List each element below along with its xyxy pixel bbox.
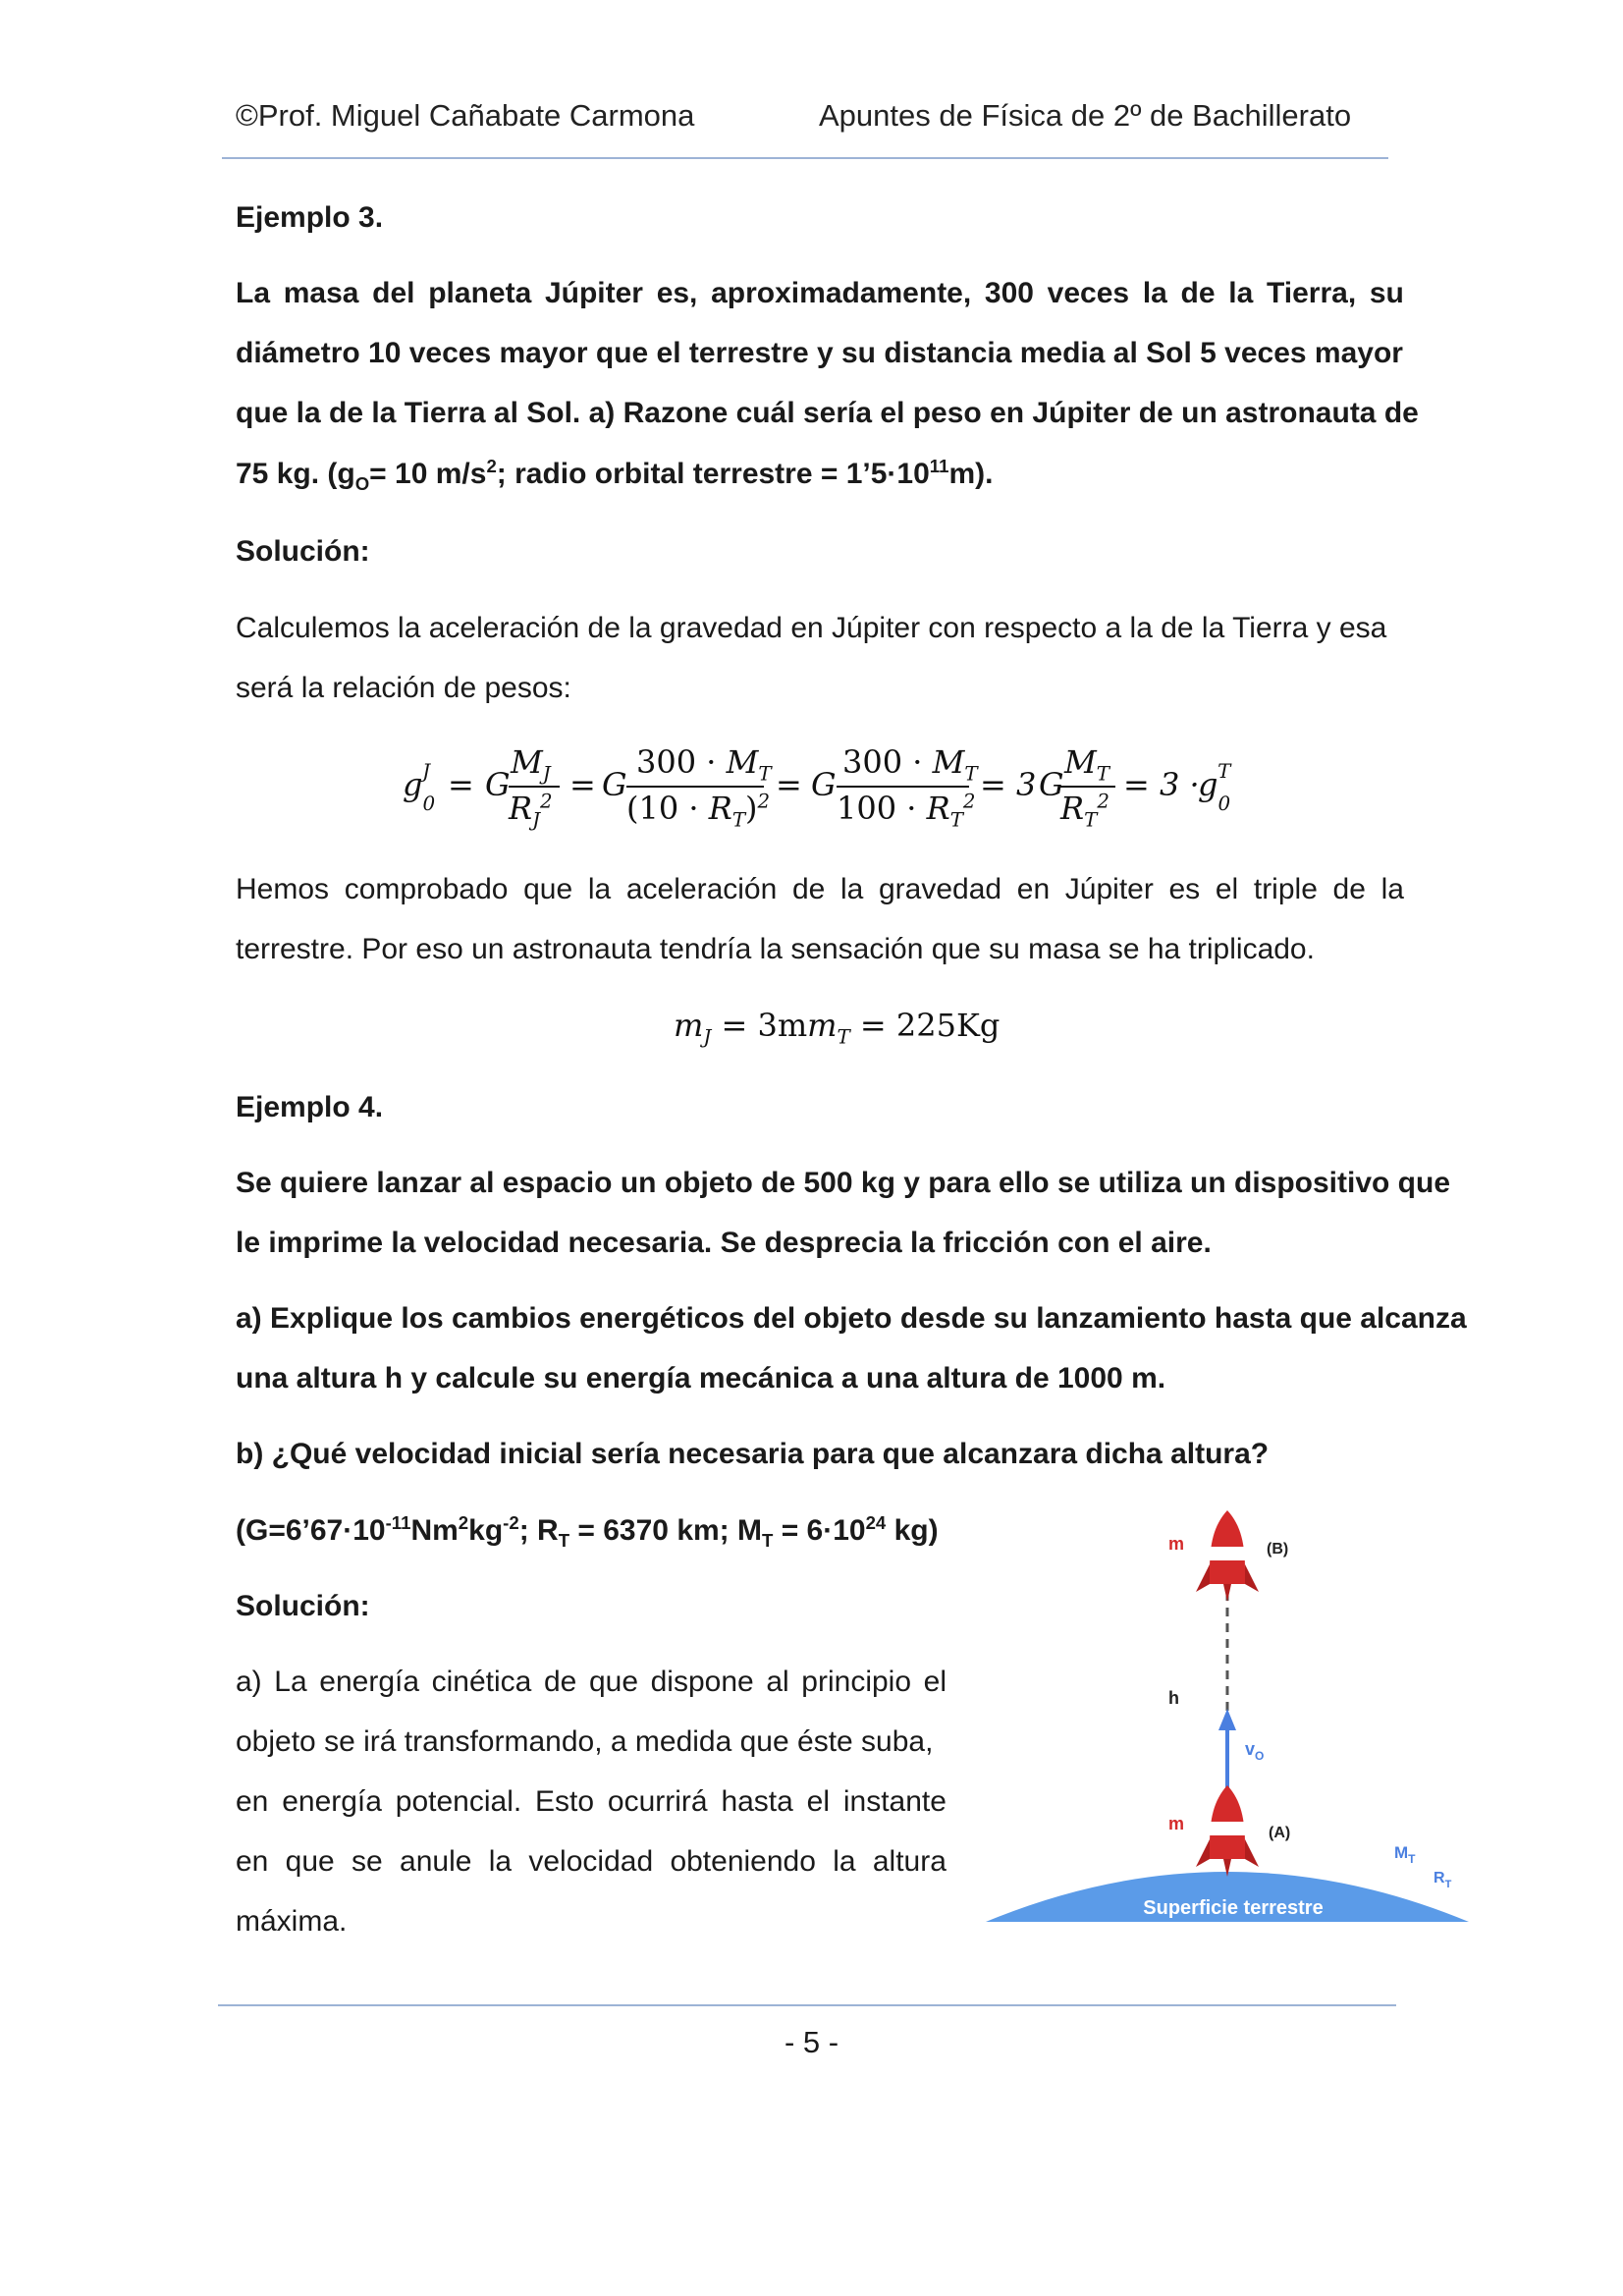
page-number: - 5 - bbox=[784, 2025, 839, 2059]
ex3-solution-line-1: Calculemos la aceleración de la gravedad en Júpiter con respecto a la de la Tierra y esa bbox=[236, 612, 1387, 644]
ex4-statement-line-2: le imprime la velocidad necesaria. Se desprecia la fricción con el aire. bbox=[236, 1227, 1212, 1259]
ex4-statement-line-1: Se quiere lanzar al espacio un objeto de 500 kg y para ello se utiliza un dispositivo que bbox=[236, 1167, 1451, 1199]
ex3-statement-line-4: 75 kg. ($g_O= 10$ $m/s^2$; radio orbital terrestre = $1’5\cdot 10^{11}m$). bbox=[236, 456, 994, 494]
velocity-label: $v_O$ bbox=[1245, 1739, 1265, 1763]
header-divider bbox=[222, 157, 1388, 159]
rocket-top-icon bbox=[1196, 1510, 1259, 1602]
surface-label: Superficie terrestre bbox=[1143, 1897, 1324, 1919]
ex3-statement-line-3: que la de la Tierra al Sol. a) Razone cuál sería el peso en Júpiter de un astronauta de bbox=[236, 397, 1419, 429]
earth-radius-label: $R_T$ bbox=[1434, 1870, 1452, 1890]
header-author: ©Prof. Miguel Cañabate Carmona bbox=[236, 98, 695, 133]
ex4-part-a-line-2: una altura h y calcule su energía mecánica a una altura de 1000 m. bbox=[236, 1362, 1166, 1394]
ex3-conclusion-line-1: Hemos comprobado que la aceleración de la gravedad en Júpiter es el triple de la bbox=[236, 873, 1404, 905]
ex3-solution-heading: Solución: bbox=[236, 535, 370, 568]
ex4-solution-line-2: objeto se irá transformando, a medida que éste suba, bbox=[236, 1725, 934, 1758]
ex3-conclusion-line-2: terrestre. Por eso un astronauta tendría la sensación que su masa se ha triplicado. bbox=[236, 933, 1315, 965]
ex4-solution-line-1: a) La energía cinética de que dispone al principio el bbox=[236, 1666, 947, 1698]
ex3-statement-line-2: diámetro 10 veces mayor que el terrestre y su distancia media al Sol 5 veces mayor bbox=[236, 337, 1403, 369]
height-label: h bbox=[1168, 1688, 1179, 1708]
ex3-solution-line-2: será la relación de pesos: bbox=[236, 672, 571, 704]
position-a-label: (A) bbox=[1269, 1825, 1291, 1841]
ex4-solution-line-5: máxima. bbox=[236, 1905, 348, 1938]
rocket-bottom-icon bbox=[1196, 1785, 1259, 1877]
position-b-label: (B) bbox=[1267, 1541, 1289, 1558]
ex4-part-b: b) ¿Qué velocidad inicial sería necesaria para que alcanzara dicha altura? bbox=[236, 1438, 1270, 1470]
earth-mass-label: $M_T$ bbox=[1394, 1843, 1416, 1866]
ex4-solution-line-4: en que se anule la velocidad obteniendo la altura bbox=[236, 1845, 947, 1878]
ex4-solution-heading: Solución: bbox=[236, 1590, 370, 1622]
velocity-arrowhead bbox=[1218, 1709, 1236, 1730]
ex3-statement-line-1: La masa del planeta Júpiter es, aproximadamente, 300 veces la de la Tierra, su bbox=[236, 277, 1404, 309]
header-course: Apuntes de Física de 2º de Bachillerato bbox=[819, 98, 1352, 133]
ex4-part-a-line-1: a) Explique los cambios energéticos del objeto desde su lanzamiento hasta que alcanza bbox=[236, 1302, 1467, 1335]
mass-equation: $m_J = 3mm_T = 225Kg$ bbox=[674, 1007, 1001, 1049]
mass-label-bottom: m bbox=[1168, 1814, 1185, 1833]
example-4-title: Ejemplo 4. bbox=[236, 1091, 384, 1123]
ex4-solution-line-3: en energía potencial. Esto ocurrirá hasta el instante bbox=[236, 1785, 947, 1818]
footer-divider bbox=[218, 2004, 1396, 2006]
example-3-title: Ejemplo 3. bbox=[236, 201, 384, 234]
ex4-given-data: ($G=6’67\cdot 10^{-11}Nm^2kg^{-2}$; $R_T = 6370$ km; $M_T = 6\cdot 10^{24}$ kg) bbox=[236, 1512, 939, 1551]
mass-label-top: m bbox=[1168, 1534, 1185, 1554]
rocket-launch-figure bbox=[982, 1498, 1473, 1930]
